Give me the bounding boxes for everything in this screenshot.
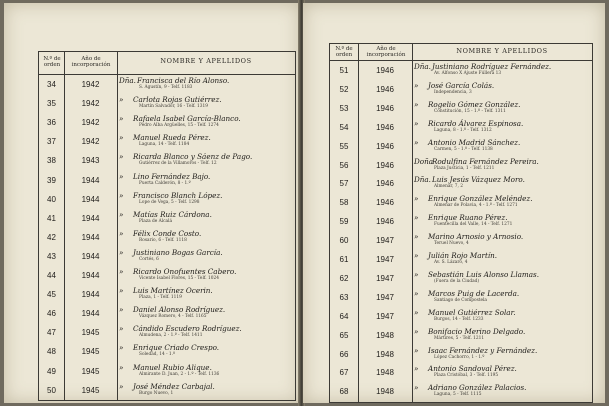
member-name: Daniel Alonso Rodríguez. (133, 305, 226, 315)
table-row (330, 174, 592, 193)
member-address: Fuentecilla del Valle, 14 - Telf. 1271 (434, 222, 513, 228)
table-row (330, 307, 592, 326)
table-row (39, 285, 295, 304)
incorporation-year: 1946 (376, 179, 394, 189)
incorporation-year: 1947 (376, 292, 394, 302)
name-column-header: NOMBRE Y APELLIDOS (456, 47, 548, 55)
name-prefix: » (414, 326, 419, 336)
table-row (330, 345, 592, 364)
name-prefix: » (414, 364, 419, 374)
table-row (39, 171, 295, 190)
name-prefix: » (414, 383, 419, 393)
member-address: Soledad, 14 - 1.º (139, 352, 176, 358)
year-column-header: Año de incorporación (366, 46, 406, 58)
order-number: 62 (339, 273, 349, 283)
order-number: 40 (47, 194, 56, 204)
member-address: Laguna, 8 - 1.º - Telf. 1312 (434, 127, 492, 133)
name-prefix: » (414, 288, 419, 298)
order-number: 55 (339, 141, 349, 151)
member-name: José García Colás. (428, 80, 495, 90)
order-number: 61 (339, 255, 349, 264)
incorporation-year: 1946 (376, 198, 394, 208)
table-row (330, 193, 592, 212)
name-prefix: » (119, 152, 124, 162)
member-address: Av. S. Lázaro, 4 (434, 260, 468, 265)
incorporation-year: 1946 (376, 141, 394, 151)
incorporation-year: 1944 (81, 251, 100, 261)
incorporation-year: 1948 (376, 349, 394, 359)
table-row (39, 362, 295, 381)
member-address: López Cachorro, 1 - 1.º (434, 354, 485, 360)
order-number: 50 (47, 385, 56, 395)
right-page (303, 3, 605, 403)
table-row (330, 382, 592, 401)
name-prefix: » (414, 80, 419, 90)
order-number: 58 (339, 198, 349, 208)
member-address: S. Agustín, 9 - Telf. 1183 (139, 85, 193, 90)
member-name: Justiniano Bogas García. (133, 247, 223, 257)
order-number: 46 (47, 309, 56, 319)
table-row (39, 304, 295, 323)
order-number: 42 (47, 232, 56, 242)
table-row (39, 132, 295, 151)
member-name: Julián Rojo Martín. (428, 251, 498, 260)
member-name: Francisco Blanch López. (133, 190, 223, 200)
right-register-table (329, 43, 593, 403)
member-address: Independencia, 3 (434, 89, 472, 95)
incorporation-year: 1944 (81, 213, 100, 223)
member-name: Manuel Rubio Alique. (133, 362, 212, 372)
table-row (39, 342, 295, 361)
order-number: 48 (47, 347, 56, 357)
order-number: 41 (47, 213, 56, 223)
incorporation-year: 1944 (81, 271, 100, 280)
table-row (330, 269, 592, 288)
member-name: Manuel Rueda Pérez. (133, 133, 211, 143)
table-row (39, 228, 295, 247)
table-row (39, 381, 295, 400)
member-address: Cortés, 6 (139, 256, 159, 262)
year-column-header: Año de incorporación (71, 56, 111, 68)
incorporation-year: 1942 (81, 99, 100, 109)
member-address: Plaza Justicia, 1 - Telf. 1211 (434, 165, 495, 171)
order-number: 38 (47, 156, 56, 166)
incorporation-year: 1945 (81, 366, 100, 376)
table-row (39, 209, 295, 228)
order-column-header: N.º de orden (43, 56, 61, 68)
member-address: Pedro Alba Argüelles, 15 - Telf. 1274 (139, 123, 219, 129)
name-prefix: » (119, 362, 124, 372)
order-number: 52 (339, 84, 349, 94)
order-number: 59 (339, 217, 349, 227)
member-name: Manuel Gutiérrez Solar. (428, 307, 516, 317)
member-address: Vicente Isabel Flores, 15 - Telf. 1024 (139, 276, 219, 281)
member-address: Burgo Nuevo, 1 (139, 390, 174, 396)
name-prefix: » (119, 228, 124, 238)
table-row (39, 323, 295, 342)
table-row (330, 156, 592, 175)
order-number: 53 (339, 103, 349, 113)
incorporation-year: 1946 (376, 217, 394, 227)
member-address: Lope de Vega, 5 - Telf. 1298 (139, 199, 200, 205)
incorporation-year: 1946 (376, 160, 394, 170)
member-address: Almirante D. Juan, 2 - 1.º - Telf. 1136 (139, 371, 220, 377)
member-name: Ricardo Álvarez Espinosa. (428, 118, 524, 128)
incorporation-year: 1944 (81, 175, 100, 185)
member-address: Plaza, 1 - Telf. 1119 (139, 295, 182, 301)
order-number: 43 (47, 251, 56, 261)
member-name: Lino Fernández Bajo. (133, 171, 211, 181)
order-number: 34 (47, 80, 56, 89)
name-prefix: » (119, 133, 124, 143)
table-row (330, 288, 592, 307)
table-row (39, 247, 295, 266)
incorporation-year: 1942 (81, 118, 100, 128)
order-number: 37 (47, 137, 56, 147)
name-prefix: » (414, 345, 419, 355)
incorporation-year: 1945 (81, 347, 100, 357)
table-row (330, 250, 592, 269)
incorporation-year: 1948 (376, 368, 394, 378)
member-name: Félix Conde Costo. (133, 228, 202, 238)
table-row (39, 151, 295, 170)
member-name: Ricarda Blanco y Sáenz de Pago. (133, 152, 253, 162)
member-address: Constitución, 15 - 1.º - Telf. 1311 (434, 108, 506, 114)
incorporation-year: 1944 (81, 194, 100, 204)
order-number: 67 (339, 368, 349, 378)
order-number: 49 (47, 366, 56, 376)
order-number: 57 (339, 179, 349, 189)
member-name: Marino Arnosio y Arnosio. (428, 232, 524, 242)
table-row (330, 99, 592, 118)
member-address: Laguna, 14 - Telf. 1184 (139, 142, 190, 148)
order-column-header: N.º de orden (335, 46, 353, 58)
table-row (330, 61, 592, 80)
name-prefix: » (119, 171, 124, 181)
name-prefix: » (414, 118, 419, 128)
order-number: 54 (339, 122, 349, 132)
incorporation-year: 1947 (376, 273, 394, 283)
member-name: Matías Ruiz Cárdona. (133, 209, 212, 219)
member-name: Rafaela Isabel García-Blanco. (133, 114, 241, 124)
table-row (330, 231, 592, 250)
member-address: Almudena, 2 - 1.º - Telf. 1411 (139, 333, 203, 339)
table-row (330, 363, 592, 382)
incorporation-year: 1942 (81, 137, 100, 147)
order-number: 47 (47, 328, 56, 338)
order-number: 56 (339, 160, 349, 170)
incorporation-year: 1946 (376, 66, 394, 75)
left-page (4, 3, 300, 403)
name-prefix: » (119, 114, 124, 124)
member-name: Enrique Criado Crespo. (133, 343, 220, 353)
name-prefix: Dña. (119, 76, 136, 85)
name-prefix: Dña. (414, 175, 431, 185)
incorporation-year: 1945 (81, 385, 100, 395)
table-row (330, 137, 592, 156)
order-number: 60 (339, 236, 349, 246)
member-name: Antonio Sandoval Pérez. (428, 364, 517, 374)
member-name: Carlota Rojas Gutiérrez. (133, 95, 222, 105)
name-prefix: » (414, 251, 419, 260)
incorporation-year: 1942 (81, 80, 100, 89)
member-address: Plaza de Alcalá (139, 218, 173, 224)
member-address: Gutiérrez de la Villamoros - Telf. 12 (139, 161, 217, 167)
member-name: Bonifacio Merino Delgado. (428, 326, 526, 336)
member-name: Antonio Madrid Sánchez. (428, 137, 521, 147)
member-name: Rodulfina Fernández Pereira. (432, 156, 539, 166)
member-address: Teruel Nuevo, 4 (434, 241, 469, 247)
member-name: Justiniano Rodríguez Fernández. (432, 62, 552, 71)
member-name: Marcos Puig de Lacerda. (428, 288, 520, 298)
table-row (39, 190, 295, 209)
order-number: 68 (339, 387, 349, 397)
left-register-table (38, 51, 296, 401)
name-prefix: » (414, 307, 419, 317)
member-name: Isaac Fernández y Fernández. (428, 345, 538, 355)
table-row (330, 118, 592, 137)
order-number: 39 (47, 175, 56, 185)
name-prefix: » (414, 99, 419, 109)
order-number: 64 (339, 311, 349, 321)
incorporation-year: 1943 (81, 156, 100, 166)
member-address: Vázquez Romero, 4 - Telf. 1165 (139, 314, 207, 320)
name-prefix: » (414, 269, 419, 279)
member-address: Mártires, 5 - Telf. 1211 (434, 335, 485, 341)
incorporation-year: 1944 (81, 309, 100, 319)
name-prefix: » (119, 209, 124, 219)
table-row (39, 75, 295, 94)
name-prefix: » (119, 95, 124, 105)
order-number: 63 (339, 292, 349, 302)
incorporation-year: 1947 (376, 255, 394, 264)
member-name: Adriano González Palacios. (428, 383, 527, 393)
member-name: Luis Jesús Vázquez Moro. (432, 175, 525, 185)
incorporation-year: 1944 (81, 290, 100, 300)
table-row (39, 266, 295, 285)
order-number: 66 (339, 349, 349, 359)
member-name: Ricardo Onofuentes Cabero. (133, 267, 237, 276)
order-number: 35 (47, 99, 56, 109)
member-name: Luis Martínez Ocerin. (133, 286, 213, 296)
table-row (330, 80, 592, 99)
member-address: Almenar, 7, 2 (434, 184, 463, 190)
member-address: Laguna, 5 - Telf. 1115 (434, 392, 482, 398)
member-address: Av. Alfonso X Ajuste Fúllera 13 (434, 71, 502, 76)
order-number: 51 (339, 66, 349, 75)
member-address: Santiago de Compostela (434, 297, 487, 303)
incorporation-year: 1944 (81, 232, 100, 242)
member-name: José Méndez Carbajal. (133, 381, 215, 391)
name-prefix: » (414, 213, 419, 223)
incorporation-year: 1947 (376, 311, 394, 321)
name-prefix: Dña. (414, 62, 431, 71)
order-number: 65 (339, 330, 349, 340)
member-address: Almenar de Polavia, 4 - 1.º - Telf. 1271 (434, 203, 518, 209)
order-number: 44 (47, 271, 56, 280)
member-address: Martín Salvador, 16 - Telf. 1319 (139, 104, 208, 110)
name-prefix: » (119, 267, 124, 276)
name-column-header: NOMBRE Y APELLIDOS (160, 57, 252, 65)
incorporation-year: 1948 (376, 330, 394, 340)
member-name: Francisca del Río Alonso. (137, 76, 230, 85)
member-address: Plaza Cristóbal, 3 - Telf. 1195 (434, 373, 499, 379)
member-name: Enrique González Meléndez. (428, 194, 533, 204)
name-prefix: » (119, 343, 124, 353)
table-row (39, 94, 295, 113)
name-prefix: » (119, 305, 124, 315)
incorporation-year: 1947 (376, 236, 394, 246)
table-row (39, 113, 295, 132)
incorporation-year: 1945 (81, 328, 100, 338)
member-address: Puerta Calderón, 8 - 1.º (139, 180, 191, 186)
incorporation-year: 1946 (376, 84, 394, 94)
name-prefix: » (414, 232, 419, 242)
incorporation-year: 1948 (376, 387, 394, 397)
table-row (330, 326, 592, 345)
order-number: 36 (47, 118, 56, 128)
member-address: (Fuera de la Ciudad) (434, 278, 480, 284)
name-prefix: » (414, 194, 419, 204)
member-address: Carmen, 5 - 1.º - Telf. 1138 (434, 146, 493, 152)
name-prefix: » (119, 190, 124, 200)
name-prefix: » (119, 381, 124, 391)
incorporation-year: 1946 (376, 103, 394, 113)
name-prefix: » (414, 137, 419, 147)
member-name: Enrique Ruano Pérez. (428, 213, 508, 223)
name-prefix: » (119, 247, 124, 257)
table-row (330, 212, 592, 231)
incorporation-year: 1946 (376, 122, 394, 132)
name-prefix: » (119, 324, 124, 334)
name-prefix: » (119, 286, 124, 296)
member-address: Rosario, 6 - Telf. 1118 (139, 237, 187, 243)
member-name: Sebastián Luis Alonso Llamas. (428, 269, 539, 279)
order-number: 45 (47, 290, 56, 300)
member-address: Burgos, 14 - Telf. 1233 (434, 316, 484, 322)
member-name: Rogelio Gómez González. (428, 99, 521, 109)
name-prefix: Doña (414, 156, 434, 166)
member-name: Cándido Escudero Rodríguez. (133, 324, 242, 334)
